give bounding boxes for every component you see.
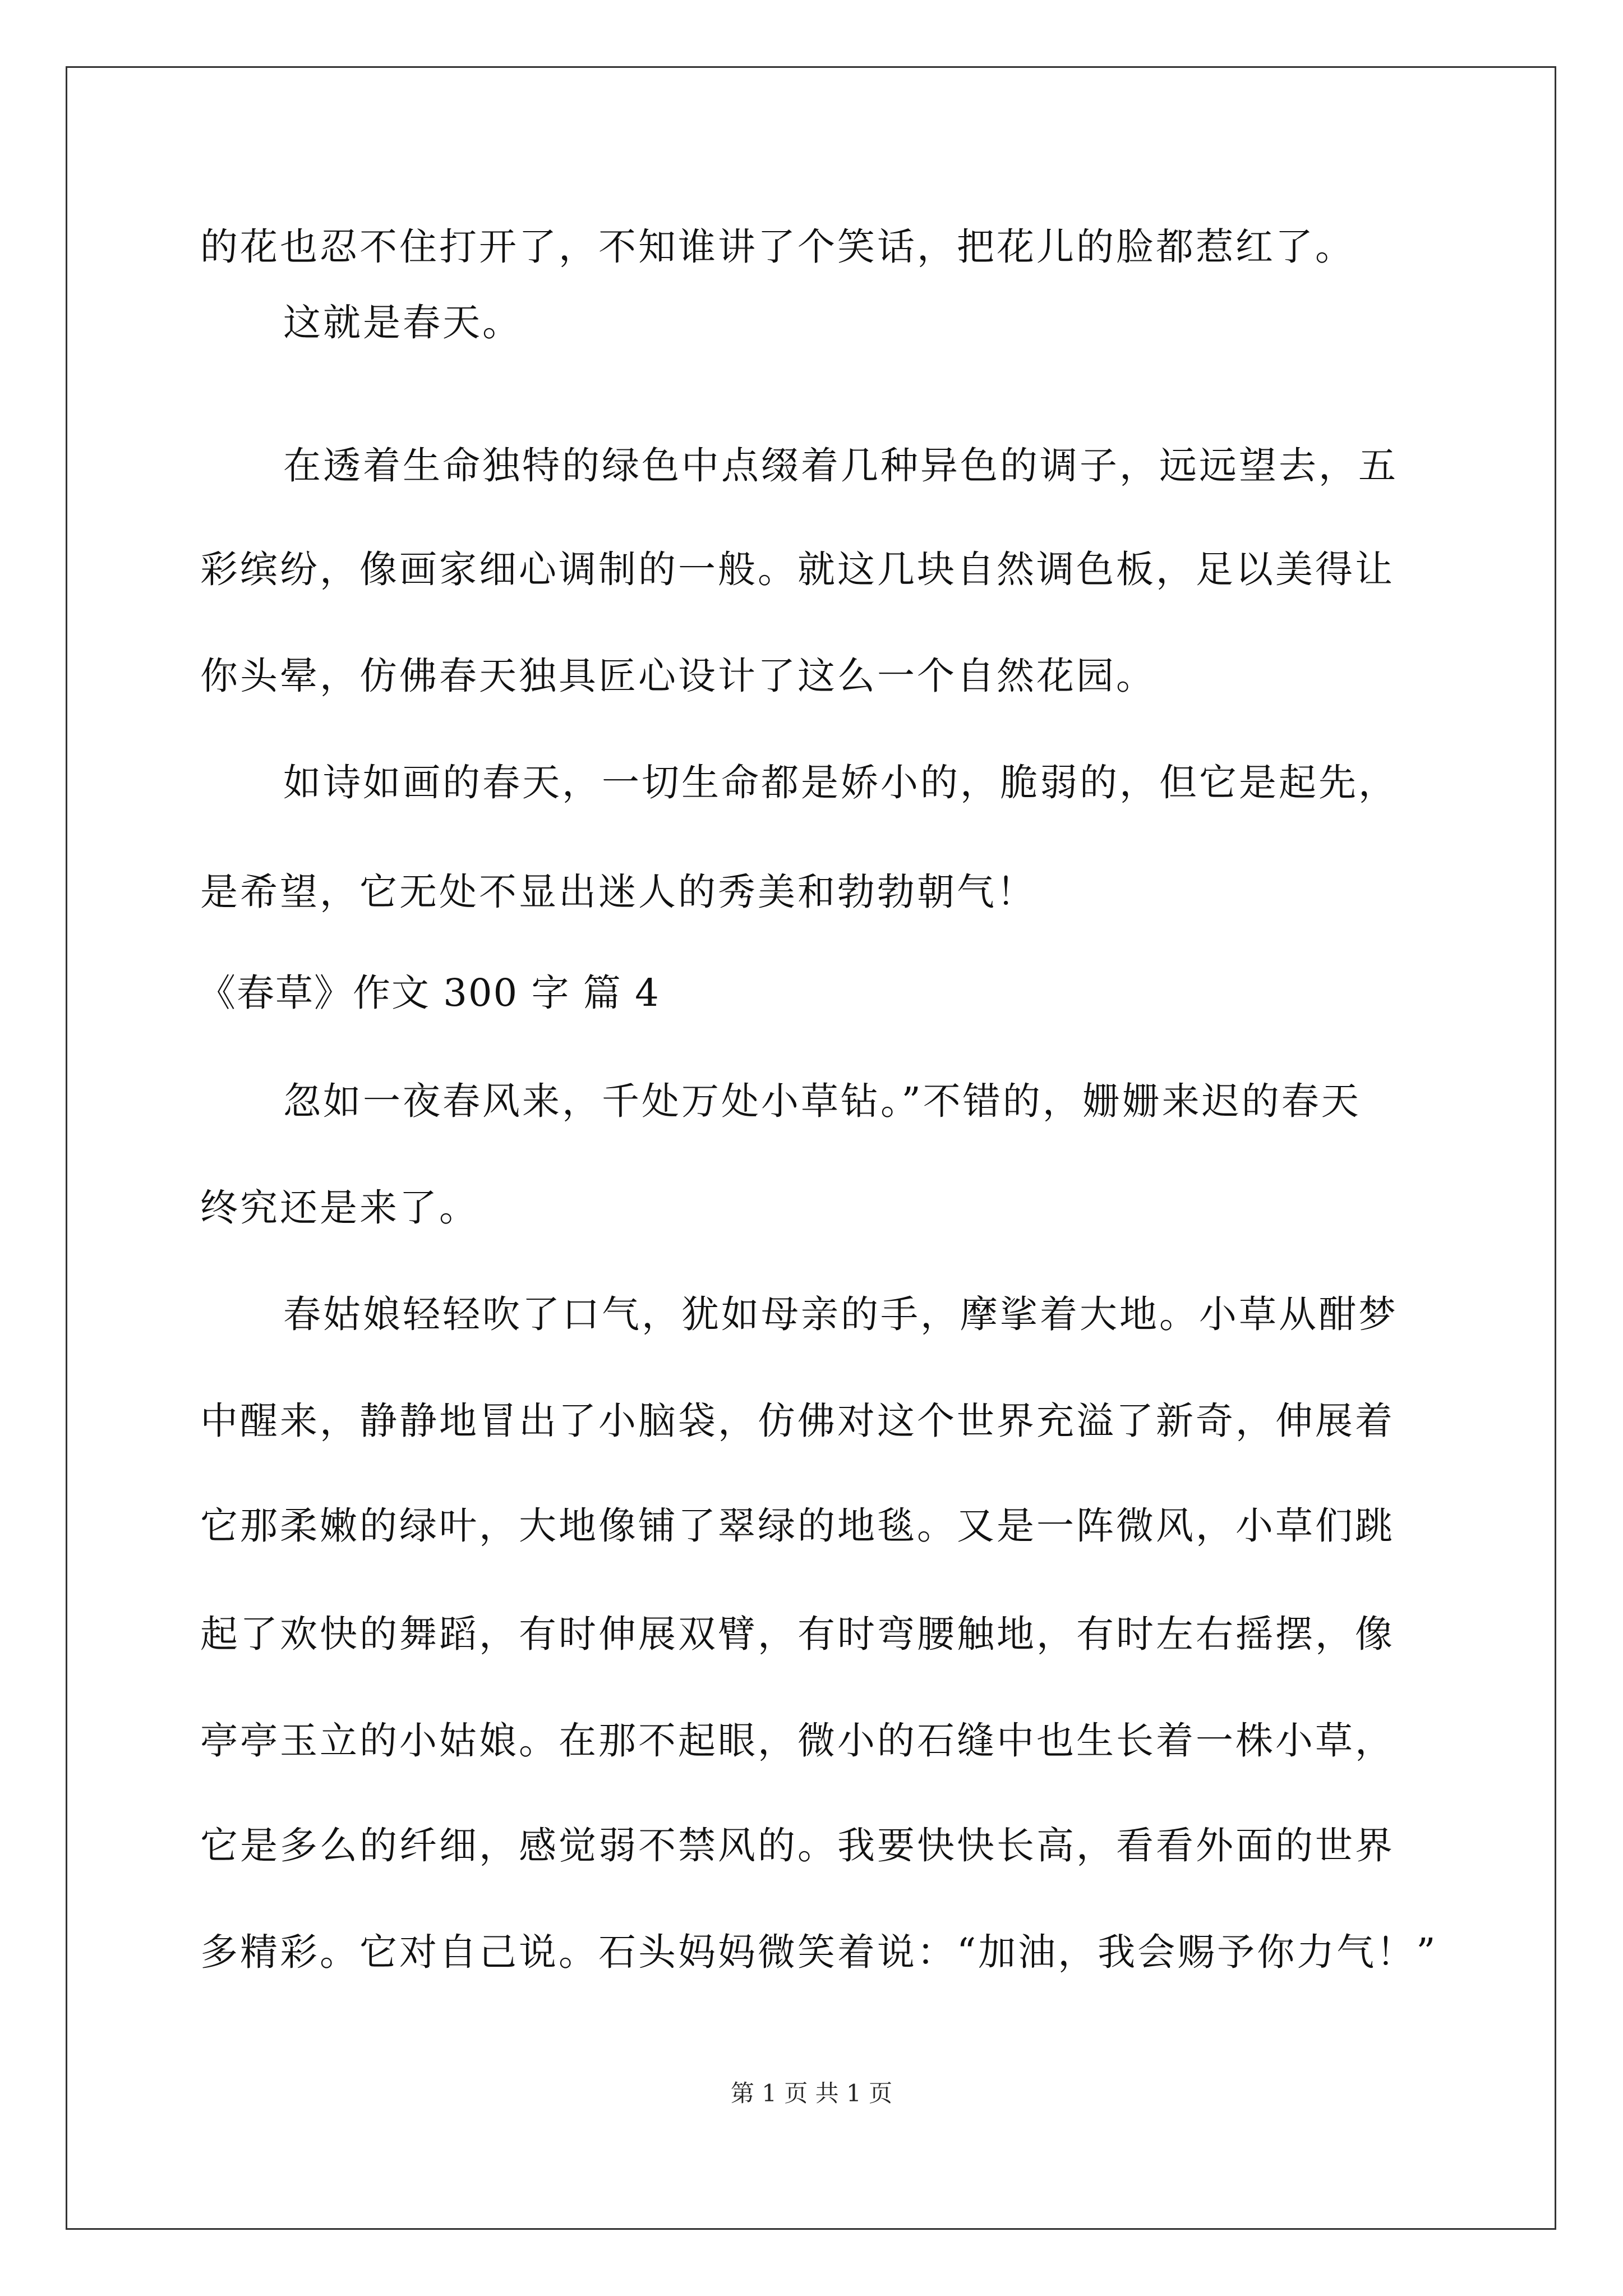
paragraph-line: 终究还是来了。 <box>200 1186 479 1230</box>
paragraph-line: 多精彩。它对自己说。石头妈妈微笑着说：“加油，我会赐予你力气！” <box>200 1930 1438 1974</box>
paragraph-line: 这就是春天。 <box>283 301 522 344</box>
paragraph-line: 如诗如画的春天，一切生命都是娇小的，脆弱的，但它是起先， <box>283 761 1398 804</box>
paragraph-line: 忽如一夜春风来，千处万处小草钻。”不错的，姗姗来迟的春天 <box>283 1079 1361 1123</box>
page-border <box>66 66 1556 2230</box>
paragraph-line: 起了欢快的舞蹈，有时伸展双臂，有时弯腰触地，有时左右摇摆，像 <box>200 1612 1395 1656</box>
section-heading: 《春草》作文 300 字 篇 4 <box>198 971 660 1015</box>
paragraph-line: 你头晕，仿佛春天独具匠心设计了这么一个自然花园。 <box>200 654 1156 698</box>
page-footer: 第 1 页 共 1 页 <box>730 2079 893 2107</box>
paragraph-line: 是希望，它无处不显出迷人的秀美和勃勃朝气！ <box>200 870 1036 914</box>
paragraph-line: 春姑娘轻轻吹了口气，犹如母亲的手，摩挲着大地。小草从酣梦 <box>283 1292 1398 1336</box>
paragraph-line: 它是多么的纤细，感觉弱不禁风的。我要快快长高，看看外面的世界 <box>200 1824 1395 1867</box>
paragraph-line: 中醒来，静静地冒出了小脑袋，仿佛对这个世界充溢了新奇，伸展着 <box>200 1399 1395 1443</box>
paragraph-line: 在透着生命独特的绿色中点缀着几种异色的调子，远远望去，五 <box>283 444 1398 487</box>
paragraph-line: 彩缤纷，像画家细心调制的一般。就这几块自然调色板，足以美得让 <box>200 547 1395 591</box>
paragraph-line: 它那柔嫩的绿叶，大地像铺了翠绿的地毯。又是一阵微风，小草们跳 <box>200 1504 1395 1548</box>
paragraph-line: 的花也忍不住打开了，不知谁讲了个笑话，把花儿的脸都惹红了。 <box>200 225 1355 269</box>
paragraph-line: 亭亭玉立的小姑娘。在那不起眼，微小的石缝中也生长着一株小草， <box>200 1719 1395 1763</box>
